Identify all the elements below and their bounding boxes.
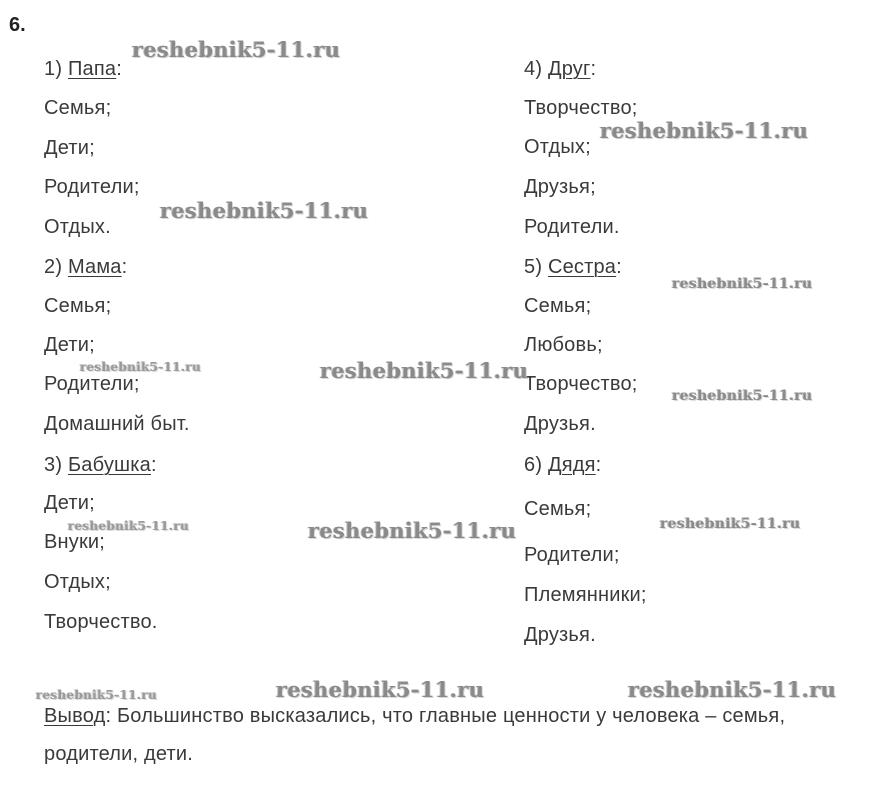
list-item: Родители. [524,216,620,238]
list-item: Дети; [44,137,95,159]
list-item: Друзья; [524,176,596,198]
watermark: reshebnik5-11.ru [80,360,202,374]
watermark: reshebnik5-11.ru [320,358,529,383]
list-item: Родители; [524,544,620,566]
list-item: Семья; [44,97,112,119]
watermark: reshebnik5-11.ru [628,677,837,702]
list-item: Друзья. [524,624,596,646]
person-name: Папа [67,58,117,80]
list-item: Родители; [44,176,140,198]
watermark: reshebnik5-11.ru [132,37,341,62]
list-item: Внуки; [44,531,106,553]
list-item: Семья; [44,295,112,317]
list-item: Семья; [524,498,592,520]
watermark: reshebnik5-11.ru [308,518,517,543]
list-item: Творчество; [524,97,638,119]
watermark: reshebnik5-11.ru [672,276,813,292]
list-item: Семья; [524,295,592,317]
list-item: Домашний быт. [44,413,190,435]
heading-drug: 4) Друг: [524,58,597,80]
heading-dyadya: 6) Дядя: [524,454,602,476]
heading-sestra: 5) Сестра: [524,256,622,278]
watermark: reshebnik5-11.ru [672,388,813,404]
person-name: Бабушка [67,454,151,476]
list-item: Отдых. [44,216,111,238]
task-number: 6. [9,14,26,36]
heading-papa: 1) Папа: [44,58,122,80]
list-item: Творчество; [524,373,638,395]
heading-babushka: 3) Бабушка: [44,454,157,476]
conclusion-label: Вывод [44,705,106,727]
list-item: Дети; [44,492,95,514]
conclusion-line-1: Вывод: Большинство высказались, что главные ценности у человека – семья, [44,705,786,727]
watermark: reshebnik5-11.ru [600,118,809,143]
watermark: reshebnik5-11.ru [68,519,190,533]
list-item: Друзья. [524,413,596,435]
list-item: Отдых; [524,136,591,158]
watermark: reshebnik5-11.ru [160,198,369,223]
list-item: Племянники; [524,584,647,606]
list-item: Любовь; [524,334,603,356]
person-name: Дядя [547,454,596,476]
person-name: Друг [547,58,591,80]
watermark: reshebnik5-11.ru [660,516,801,532]
list-item: Творчество. [44,611,158,633]
list-item: Дети; [44,334,95,356]
list-item: Родители; [44,373,140,395]
conclusion-line-2: родители, дети. [44,743,194,765]
list-item: Отдых; [44,571,111,593]
person-name: Сестра [547,256,617,278]
heading-mama: 2) Мама: [44,256,128,278]
watermark: reshebnik5-11.ru [36,688,158,702]
watermark: reshebnik5-11.ru [276,677,485,702]
person-name: Мама [67,256,122,278]
